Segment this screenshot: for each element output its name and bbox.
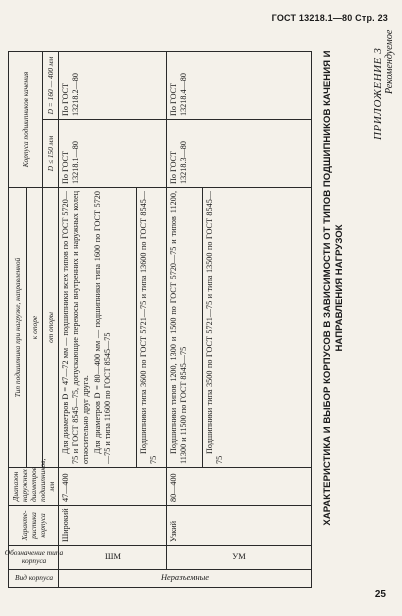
cell-oboz: ШМ [59, 546, 167, 570]
cell-diapazon: 80—400 [167, 468, 312, 506]
page-header: ГОСТ 13218.1—80 Стр. 23 [271, 13, 388, 23]
rotated-page-content [4, 18, 398, 588]
cell-gost-small: По ГОСТ 13218.1—80 [59, 120, 167, 188]
table-title: ХАРАКТЕРИСТИКА И ВЫБОР КОРПУСОВ В ЗАВИСИМОСТИ ОТ ТИПОВ ПОДШИПНИКОВ КАЧЕНИЯ И НАПРАВЛЕНИЯ НАГРУЗОК [322, 50, 345, 526]
cell-vid: Неразъемные [59, 570, 312, 588]
header-ot-opory: от опоры [43, 188, 59, 468]
header-d150: D ≤ 150 мм [43, 120, 59, 188]
header-k-opore: к опоре [27, 188, 43, 468]
cell-gost-large: По ГОСТ 13218.2—80 [59, 51, 167, 119]
header-d160: D = 160 — 400 мм [43, 51, 59, 119]
housing-table [4, 51, 312, 588]
cell-harakter: Узкий [167, 506, 312, 546]
cell-type-text: Для диаметров D = 47—72 мм — подшипники всех типов по ГОСТ 5720—75 и ГОСТ 8545—75, допускающие перекосы внутренних и наружных колец относительно друг друга. Для диаметров D = 80—400 мм — подшипники типа 1600 по ГОСТ 5720—75 и типа 11600 по ГОСТ 8545—75 [59, 188, 137, 468]
cell-harakter: Широкий [59, 506, 167, 546]
header-oboz: Обозначение типа корпуса [9, 546, 59, 570]
cell-gost-small: По ГОСТ 13218.3—80 [167, 120, 312, 188]
table-row [59, 51, 137, 587]
appendix-label: ПРИЛОЖЕНИЕ 3 [372, 47, 384, 140]
header-row-1 [9, 51, 27, 587]
header-vid: Вид корпуса [9, 570, 59, 588]
header-korpus: Корпуса подшипников качения [9, 51, 43, 187]
header-diapazon: Диапазон наружных диаметров подшипников, мм [9, 468, 59, 506]
header-tip: Тип подшипника при нагрузке, направленной [9, 188, 27, 468]
appendix-note: Рекомендуемое [384, 29, 395, 94]
table-row [167, 51, 203, 587]
cell-diapazon: 47—400 [59, 468, 167, 506]
page-number: 25 [374, 589, 386, 600]
cell-gost-large: По ГОСТ 13218.4—80 [167, 51, 312, 119]
cell-oboz: УМ [167, 546, 312, 570]
cell-type-text: Подшипники типа 3500 по ГОСТ 5721—75 и типа 13500 по ГОСТ 8545—75 [203, 188, 312, 468]
cell-type-text: Подшипники типов 1200, 1300 и 1500 по ГОСТ 5720—75 и типов 11200, 11300 и 11500 по ГОСТ 8545—75 [167, 188, 203, 468]
header-harakter: Характеристика корпуса [9, 506, 59, 546]
cell-type-text: Подшипники типа 3600 по ГОСТ 5721—75 и типа 13600 по ГОСТ 8545—75 [137, 188, 167, 468]
